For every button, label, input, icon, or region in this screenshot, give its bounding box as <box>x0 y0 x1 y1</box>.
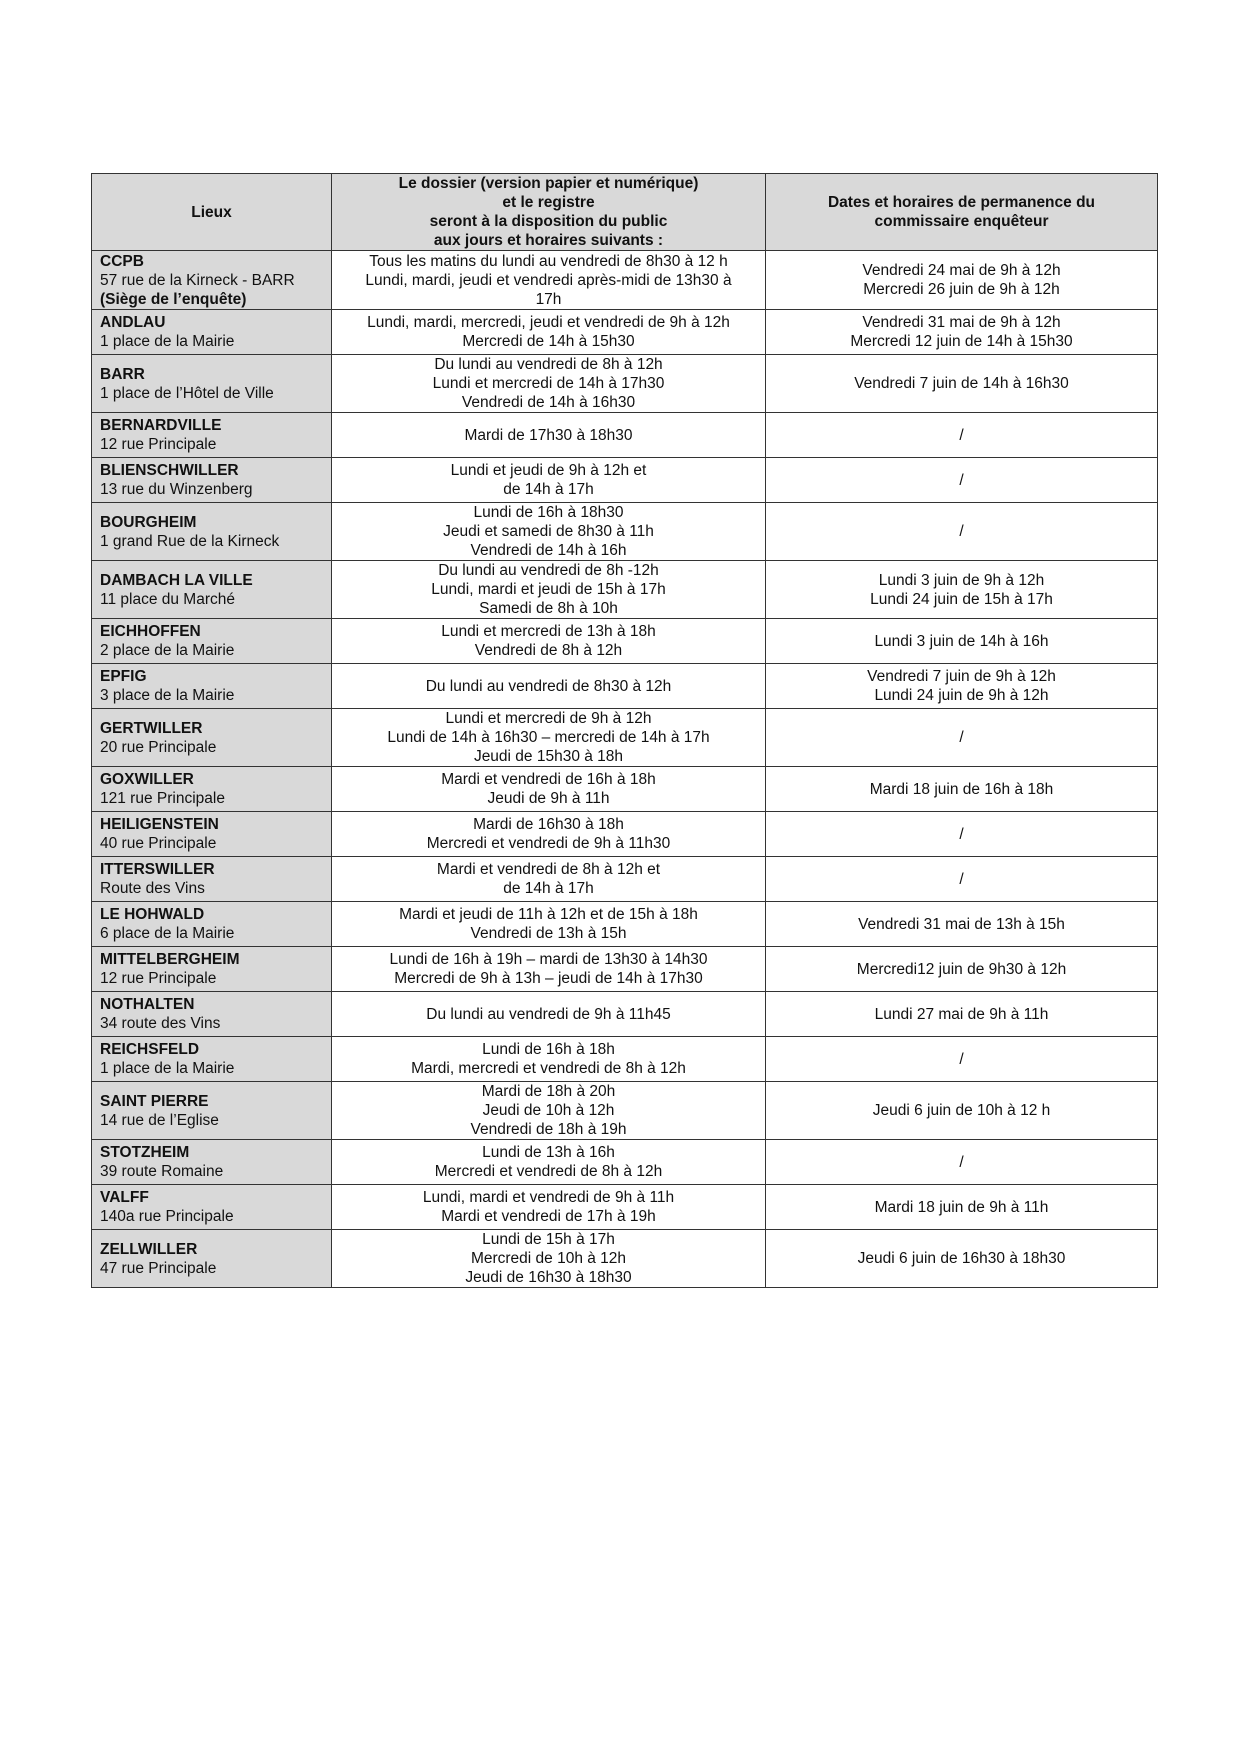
lieu-name: BARR <box>100 365 145 383</box>
hours-line: Lundi, mardi et vendredi de 9h à 11h <box>422 1189 675 1206</box>
lieu-name: BOURGHEIM <box>100 513 197 531</box>
hours-line: Lundi et mercredi de 9h à 12h <box>445 710 652 727</box>
lieu-cell <box>92 1140 332 1185</box>
hours-line: Lundi et mercredi de 14h à 17h30 <box>432 375 665 392</box>
hours-line: Mercredi de 10h à 12h <box>470 1250 627 1267</box>
hours-cell <box>332 812 766 857</box>
hours-line: Mardi de 16h30 à 18h <box>473 816 624 833</box>
permanence-line: Lundi 24 juin de 9h à 12h <box>874 687 1049 704</box>
lieu-cell <box>92 947 332 992</box>
lieu-name: GOXWILLER <box>100 771 194 788</box>
lieu-name: NOTHALTEN <box>100 996 195 1013</box>
header-dossier-line: et le registre <box>502 194 595 211</box>
permanence-cell <box>766 503 1158 561</box>
hours-line: Mardi de 17h30 à 18h30 <box>464 426 633 444</box>
table-row <box>92 251 1158 310</box>
lieu-address: 20 rue Principale <box>100 738 217 756</box>
hours-line: Vendredi de 13h à 15h <box>470 925 627 942</box>
permanence-line: Mardi 18 juin de 9h à 11h <box>874 1198 1049 1216</box>
lieu-name: ITTERSWILLER <box>100 861 215 878</box>
permanence-line: / <box>959 426 964 444</box>
permanence-line: Lundi 3 juin de 9h à 12h <box>878 571 1045 589</box>
hours-line: Lundi de 16h à 19h – mardi de 13h30 à 14h30 <box>389 951 708 968</box>
hours-cell <box>332 355 766 413</box>
lieu-address: 1 place de l’Hôtel de Ville <box>100 384 274 402</box>
table-row <box>92 1140 1158 1185</box>
lieu-address: Route des Vins <box>100 880 205 897</box>
hours-line: Lundi de 14h à 16h30 – mercredi de 14h à 17h <box>387 729 710 746</box>
permanence-cell <box>766 902 1158 947</box>
table-row <box>92 561 1158 619</box>
permanence-cell <box>766 251 1158 310</box>
table-row <box>92 1230 1158 1288</box>
hours-line: Mercredi et vendredi de 8h à 12h <box>434 1163 663 1180</box>
hours-line: Lundi de 16h à 18h30 <box>473 504 624 521</box>
hours-line: 17h <box>535 290 562 308</box>
hours-line: Lundi, mardi, jeudi et vendredi après-midi de 13h30 à <box>365 271 732 289</box>
hours-cell <box>332 857 766 902</box>
hours-line: Lundi, mardi, mercredi, jeudi et vendredi de 9h à 12h <box>367 314 730 331</box>
hours-line: Lundi et jeudi de 9h à 12h et <box>450 462 647 479</box>
header-permanence-line: Dates et horaires de permanence du <box>827 194 1096 211</box>
hours-line: Jeudi de 9h à 11h <box>487 790 610 807</box>
permanence-cell <box>766 1230 1158 1288</box>
lieu-address: 121 rue Principale <box>100 790 225 807</box>
header-lieux: Lieux <box>92 174 332 251</box>
permanence-line: / <box>959 870 964 888</box>
lieu-address: 11 place du Marché <box>100 590 235 608</box>
lieu-address: 1 place de la Mairie <box>100 333 235 350</box>
permanence-line: Vendredi 31 mai de 9h à 12h <box>862 314 1061 331</box>
table-row <box>92 664 1158 709</box>
permanence-line: Mercredi12 juin de 9h30 à 12h <box>856 960 1067 978</box>
lieu-cell <box>92 619 332 664</box>
hours-cell <box>332 310 766 355</box>
lieu-cell <box>92 902 332 947</box>
hours-line: Mardi, mercredi et vendredi de 8h à 12h <box>411 1060 686 1077</box>
lieu-address: 12 rue Principale <box>100 970 217 987</box>
table-row <box>92 902 1158 947</box>
lieu-name: LE HOHWALD <box>100 906 205 923</box>
permanence-line: Mardi 18 juin de 16h à 18h <box>869 780 1054 798</box>
hours-line: Lundi de 13h à 16h <box>482 1144 615 1161</box>
hours-cell <box>332 561 766 619</box>
permanence-cell <box>766 947 1158 992</box>
lieu-address: 47 rue Principale <box>100 1259 217 1277</box>
permanence-cell <box>766 619 1158 664</box>
lieu-address: 1 place de la Mairie <box>100 1060 235 1077</box>
table-row <box>92 310 1158 355</box>
hours-cell <box>332 1140 766 1185</box>
permanence-cell <box>766 857 1158 902</box>
lieu-name: ANDLAU <box>100 314 166 331</box>
table-row <box>92 503 1158 561</box>
permanence-cell <box>766 992 1158 1037</box>
permanence-line: Vendredi 24 mai de 9h à 12h <box>862 262 1061 279</box>
hours-line: Vendredi de 8h à 12h <box>474 642 623 659</box>
table-row <box>92 767 1158 812</box>
lieu-name: DAMBACH LA VILLE <box>100 571 253 589</box>
permanence-cell <box>766 1082 1158 1140</box>
lieu-address: 14 rue de l’Eglise <box>100 1111 219 1129</box>
lieu-name: GERTWILLER <box>100 719 203 737</box>
lieu-address: 13 rue du Winzenberg <box>100 481 253 498</box>
table-row <box>92 355 1158 413</box>
permanence-cell <box>766 1140 1158 1185</box>
hours-cell <box>332 458 766 503</box>
permanence-cell <box>766 1185 1158 1230</box>
lieu-cell <box>92 1185 332 1230</box>
hours-cell <box>332 1230 766 1288</box>
lieu-cell <box>92 992 332 1037</box>
hours-line: Du lundi au vendredi de 9h à 11h45 <box>426 1005 671 1023</box>
lieu-name: ZELLWILLER <box>100 1240 198 1258</box>
lieu-name: VALFF <box>100 1189 149 1206</box>
lieu-address: 3 place de la Mairie <box>100 687 235 704</box>
lieu-address: 57 rue de la Kirneck - BARR <box>100 271 295 289</box>
permanence-cell <box>766 413 1158 458</box>
hours-cell <box>332 413 766 458</box>
lieu-name: SAINT PIERRE <box>100 1092 209 1110</box>
lieu-cell <box>92 664 332 709</box>
permanence-cell <box>766 1037 1158 1082</box>
lieu-address: 39 route Romaine <box>100 1163 224 1180</box>
hours-line: Jeudi de 16h30 à 18h30 <box>465 1269 632 1286</box>
lieu-cell <box>92 1082 332 1140</box>
lieu-address: 2 place de la Mairie <box>100 642 235 659</box>
hours-cell <box>332 902 766 947</box>
lieu-cell <box>92 709 332 767</box>
permanence-cell <box>766 561 1158 619</box>
hours-cell <box>332 1185 766 1230</box>
table-row <box>92 992 1158 1037</box>
lieu-cell <box>92 812 332 857</box>
permanence-cell <box>766 355 1158 413</box>
hours-cell <box>332 992 766 1037</box>
permanence-line: / <box>959 471 964 489</box>
permanence-line: Jeudi 6 juin de 16h30 à 18h30 <box>857 1250 1066 1267</box>
permanence-cell <box>766 812 1158 857</box>
hours-line: de 14h à 17h <box>503 481 594 498</box>
hours-line: Mercredi de 9h à 13h – jeudi de 14h à 17h30 <box>394 970 703 987</box>
hours-line: Lundi et mercredi de 13h à 18h <box>441 623 656 640</box>
hours-line: Vendredi de 14h à 16h <box>470 542 627 559</box>
permanence-cell <box>766 709 1158 767</box>
lieu-cell <box>92 413 332 458</box>
hours-line: Mardi de 18h à 20h <box>481 1083 616 1100</box>
lieu-cell <box>92 561 332 619</box>
lieu-address: 1 grand Rue de la Kirneck <box>100 532 280 550</box>
table-row <box>92 413 1158 458</box>
permanence-cell <box>766 310 1158 355</box>
schedule-table <box>91 173 1158 1288</box>
header-dossier-line: aux jours et horaires suivants : <box>433 232 664 249</box>
permanence-line: Mercredi 26 juin de 9h à 12h <box>863 281 1060 298</box>
lieu-name: CCPB <box>100 252 144 270</box>
hours-line: Samedi de 8h à 10h <box>479 600 618 617</box>
table-row <box>92 947 1158 992</box>
permanence-line: / <box>959 729 964 746</box>
hours-line: Mercredi de 14h à 15h30 <box>462 333 635 350</box>
permanence-line: Jeudi 6 juin de 10h à 12 h <box>872 1102 1051 1119</box>
table-row <box>92 709 1158 767</box>
hours-line: Jeudi et samedi de 8h30 à 11h <box>443 523 654 540</box>
hours-cell <box>332 1082 766 1140</box>
hours-cell <box>332 619 766 664</box>
header-dossier-line: seront à la disposition du public <box>429 213 668 230</box>
lieu-address: 40 rue Principale <box>100 835 217 852</box>
hours-line: Lundi de 15h à 17h <box>482 1231 615 1248</box>
lieu-cell <box>92 503 332 561</box>
hours-line: Mardi et vendredi de 17h à 19h <box>441 1208 656 1225</box>
permanence-line: Mercredi 12 juin de 14h à 15h30 <box>850 333 1073 350</box>
permanence-line: Vendredi 31 mai de 13h à 15h <box>858 915 1065 933</box>
hours-cell <box>332 664 766 709</box>
hours-line: Lundi, mardi et jeudi de 15h à 17h <box>431 581 666 598</box>
lieu-cell <box>92 1230 332 1288</box>
hours-cell <box>332 503 766 561</box>
lieu-name: BLIENSCHWILLER <box>100 462 239 479</box>
lieu-name: STOTZHEIM <box>100 1144 190 1161</box>
lieu-name: HEILIGENSTEIN <box>100 816 219 833</box>
lieu-address: 34 route des Vins <box>100 1015 221 1032</box>
permanence-line: / <box>959 523 964 540</box>
hours-cell <box>332 947 766 992</box>
permanence-line: / <box>959 1050 964 1068</box>
lieu-name: EICHHOFFEN <box>100 623 201 640</box>
table-row <box>92 619 1158 664</box>
header-dossier <box>332 174 766 251</box>
lieu-cell <box>92 251 332 310</box>
permanence-line: / <box>959 1153 964 1171</box>
permanence-line: Lundi 3 juin de 14h à 16h <box>874 632 1049 650</box>
lieu-cell <box>92 310 332 355</box>
hours-line: Mardi et vendredi de 8h à 12h et <box>436 861 661 878</box>
hours-cell <box>332 1037 766 1082</box>
hours-line: Tous les matins du lundi au vendredi de 8h30 à 12 h <box>369 252 728 270</box>
hours-line: Lundi de 16h à 18h <box>482 1041 615 1058</box>
hours-line: Du lundi au vendredi de 8h30 à 12h <box>425 677 672 695</box>
lieu-name: EPFIG <box>100 668 147 685</box>
hours-cell <box>332 767 766 812</box>
hours-line: Vendredi de 18h à 19h <box>470 1121 627 1138</box>
table-row <box>92 857 1158 902</box>
lieu-name: REICHSFELD <box>100 1041 200 1058</box>
header-permanence-line: commissaire enquêteur <box>874 213 1049 230</box>
hours-line: Jeudi de 10h à 12h <box>482 1102 615 1119</box>
lieu-address: 12 rue Principale <box>100 436 217 453</box>
table-row <box>92 1185 1158 1230</box>
hours-line: Mardi et vendredi de 16h à 18h <box>441 771 656 788</box>
permanence-line: Lundi 27 mai de 9h à 11h <box>874 1005 1049 1023</box>
permanence-line: / <box>959 825 964 843</box>
hours-line: Du lundi au vendredi de 8h -12h <box>438 562 659 579</box>
table-row <box>92 458 1158 503</box>
hours-line: Vendredi de 14h à 16h30 <box>461 394 636 411</box>
hours-line: de 14h à 17h <box>503 880 594 897</box>
header-permanence <box>766 174 1158 251</box>
lieu-name: BERNARDVILLE <box>100 417 222 434</box>
lieu-cell <box>92 1037 332 1082</box>
table-row <box>92 1082 1158 1140</box>
header-dossier-line: Le dossier (version papier et numérique) <box>398 175 699 192</box>
lieu-cell <box>92 355 332 413</box>
hours-line: Mercredi et vendredi de 9h à 11h30 <box>426 835 671 852</box>
permanence-cell <box>766 458 1158 503</box>
hours-line: Mardi et jeudi de 11h à 12h et de 15h à 18h <box>399 906 698 923</box>
header-row <box>92 174 1158 251</box>
permanence-cell <box>766 664 1158 709</box>
permanence-line: Vendredi 7 juin de 14h à 16h30 <box>854 375 1069 392</box>
permanence-cell <box>766 767 1158 812</box>
lieu-cell <box>92 857 332 902</box>
lieu-cell <box>92 458 332 503</box>
hours-line: Jeudi de 15h30 à 18h <box>473 748 624 765</box>
permanence-line: Vendredi 7 juin de 9h à 12h <box>867 668 1056 685</box>
lieu-address: 6 place de la Mairie <box>100 925 235 942</box>
hours-cell <box>332 709 766 767</box>
lieu-note: (Siège de l’enquête) <box>100 290 247 308</box>
hours-cell <box>332 251 766 310</box>
table-row <box>92 1037 1158 1082</box>
hours-line: Du lundi au vendredi de 8h à 12h <box>434 356 663 373</box>
lieu-name: MITTELBERGHEIM <box>100 951 240 968</box>
table-row <box>92 812 1158 857</box>
lieu-cell <box>92 767 332 812</box>
permanence-line: Lundi 24 juin de 15h à 17h <box>870 590 1053 608</box>
lieu-address: 140a rue Principale <box>100 1208 234 1225</box>
